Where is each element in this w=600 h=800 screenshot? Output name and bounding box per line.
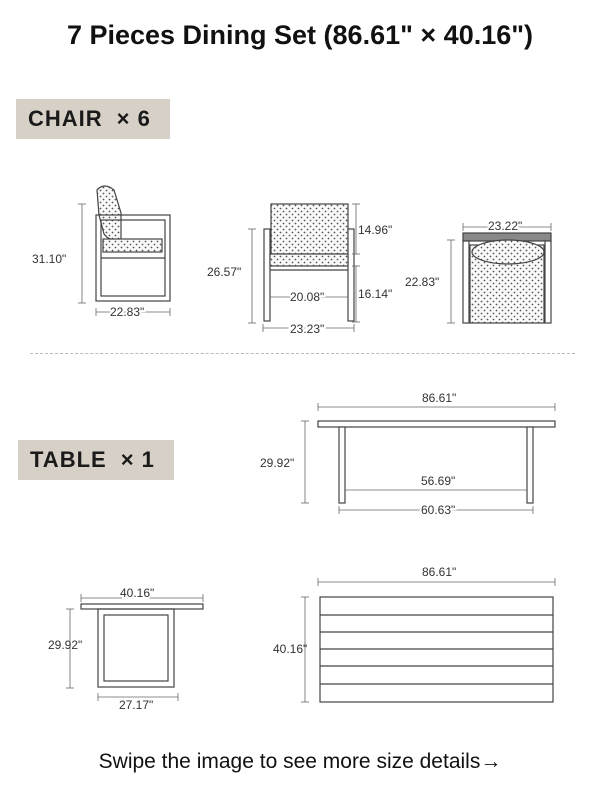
chair-front-back-height-label: 14.96" xyxy=(358,223,393,237)
chair-top-width-label: 23.22" xyxy=(488,219,523,233)
table-top-view xyxy=(320,597,553,702)
chair-quantity: × 6 xyxy=(116,106,151,131)
table-front-view xyxy=(318,421,555,503)
chair-top-view xyxy=(463,233,551,323)
table-front-inner-span-label: 56.69" xyxy=(421,474,456,488)
chair-side-dimension-lines xyxy=(78,204,170,316)
table-side-width-label: 40.16" xyxy=(120,586,155,600)
page-title: 7 Pieces Dining Set (86.61" × 40.16") xyxy=(66,20,534,50)
chair-front-inner-width-label: 20.08" xyxy=(290,290,325,304)
table-top-width-label: 40.16" xyxy=(273,642,308,656)
table-side-base-width-label: 27.17" xyxy=(119,698,154,712)
table-section-label: TABLE xyxy=(30,447,107,472)
table-side-dimension-lines xyxy=(66,594,203,701)
chair-top-depth-label: 22.83" xyxy=(405,275,440,289)
chair-side-view xyxy=(96,186,170,301)
chair-side-depth-label: 22.83" xyxy=(110,305,145,319)
table-front-length-label: 86.61" xyxy=(422,391,457,405)
chair-section-label: CHAIR xyxy=(28,106,103,131)
chair-front-total-height-label: 26.57" xyxy=(207,265,242,279)
table-side-height-label: 29.92" xyxy=(48,638,83,652)
chair-front-outer-width-label: 23.23" xyxy=(290,322,325,336)
chair-front-seat-height-label: 16.14" xyxy=(358,287,393,301)
table-side-view xyxy=(81,604,203,687)
table-front-height-label: 29.92" xyxy=(260,456,295,470)
chair-side-height-label: 31.10" xyxy=(32,252,67,266)
table-top-length-label: 86.61" xyxy=(422,565,457,579)
table-front-leg-span-label: 60.63" xyxy=(421,503,456,517)
swipe-hint: Swipe the image to see more size details→ xyxy=(98,750,502,773)
table-quantity: × 1 xyxy=(120,447,155,472)
